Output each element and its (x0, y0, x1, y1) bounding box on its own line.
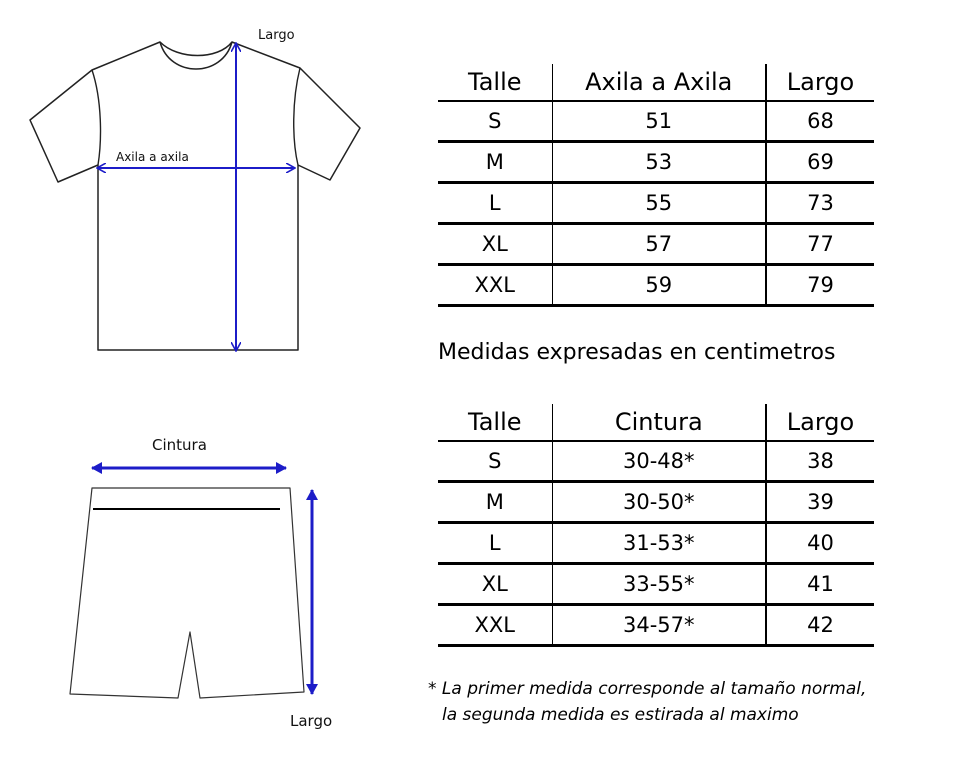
tshirt-largo-label: Largo (258, 28, 295, 43)
footnote-line-1: * La primer medida corresponde al tamaño normal, (428, 679, 867, 699)
table-row (438, 564, 874, 605)
table-row (438, 441, 874, 482)
cell-cintura: 31-53* (552, 523, 766, 564)
tshirt-axila-label: Axila a axila (116, 150, 189, 164)
cell-axila: 53 (552, 142, 766, 183)
header-talle: Talle (438, 64, 552, 101)
footnote (428, 676, 866, 728)
cell-largo: 42 (766, 605, 874, 646)
shorts-cintura-label: Cintura (152, 436, 207, 454)
shorts-largo-label: Largo (290, 712, 333, 730)
cell-largo: 79 (766, 265, 874, 306)
table-row (438, 183, 874, 224)
header-cintura: Cintura (552, 404, 766, 441)
table-row (438, 142, 874, 183)
table-row (438, 101, 874, 142)
header-largo: Largo (766, 64, 874, 101)
header-talle: Talle (438, 404, 552, 441)
cell-size: M (438, 142, 552, 183)
cell-size: XXL (438, 605, 552, 646)
cell-largo: 68 (766, 101, 874, 142)
header-largo: Largo (766, 404, 874, 441)
shirt-size-table (438, 64, 874, 307)
cell-axila: 55 (552, 183, 766, 224)
table-row (438, 482, 874, 523)
cell-axila: 59 (552, 265, 766, 306)
cell-size: XL (438, 224, 552, 265)
cell-largo: 39 (766, 482, 874, 523)
cell-axila: 57 (552, 224, 766, 265)
cell-size: S (438, 101, 552, 142)
cell-cintura: 33-55* (552, 564, 766, 605)
table-header-row (438, 64, 874, 101)
cell-size: S (438, 441, 552, 482)
shorts-diagram (0, 440, 380, 740)
tshirt-diagram (0, 0, 380, 370)
cell-size: L (438, 523, 552, 564)
cell-largo: 38 (766, 441, 874, 482)
table-row (438, 265, 874, 306)
table-row (438, 224, 874, 265)
cell-largo: 69 (766, 142, 874, 183)
cell-cintura: 34-57* (552, 605, 766, 646)
cell-cintura: 30-50* (552, 482, 766, 523)
footnote-line-2: la segunda medida es estirada al maximo (442, 705, 799, 725)
table-row (438, 523, 874, 564)
cell-largo: 73 (766, 183, 874, 224)
table-header-row (438, 404, 874, 441)
cell-largo: 41 (766, 564, 874, 605)
cell-largo: 77 (766, 224, 874, 265)
cell-size: XXL (438, 265, 552, 306)
cell-size: M (438, 482, 552, 523)
cell-axila: 51 (552, 101, 766, 142)
cell-size: XL (438, 564, 552, 605)
shorts-outline (70, 488, 304, 698)
tshirt-outline (30, 42, 360, 350)
table-row (438, 605, 874, 646)
cell-size: L (438, 183, 552, 224)
cell-cintura: 30-48* (552, 441, 766, 482)
cell-largo: 40 (766, 523, 874, 564)
units-note: Medidas expresadas en centimetros (438, 340, 836, 365)
header-axila: Axila a Axila (552, 64, 766, 101)
shorts-size-table (438, 404, 874, 647)
